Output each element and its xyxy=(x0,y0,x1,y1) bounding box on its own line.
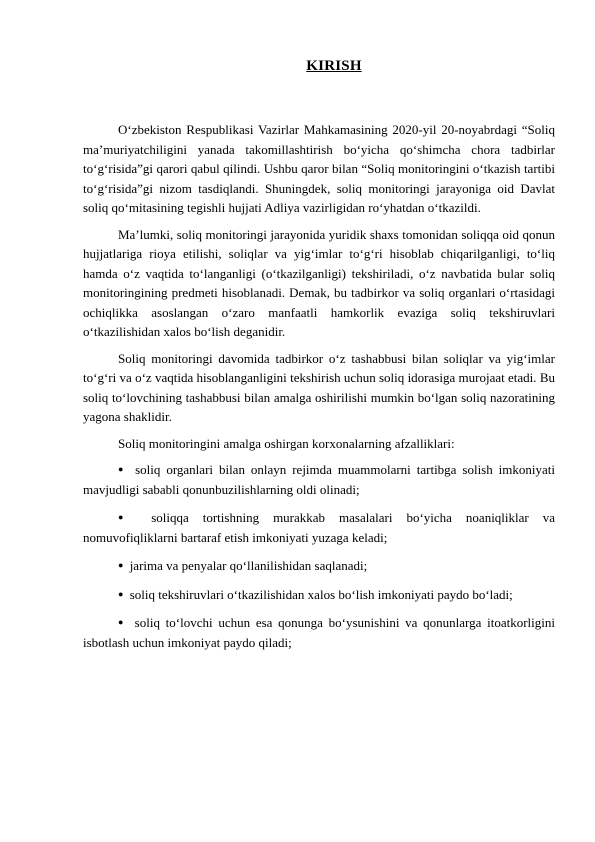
list-item xyxy=(83,585,555,605)
bullet-icon: ● xyxy=(118,464,127,474)
list-item xyxy=(83,508,555,547)
list-item-text: soliq organlari bilan onlayn rejimda muammolarni tartibga solish imkoniyati mavjudligi sababli qonunbuzilishlarning oldi olinadi; xyxy=(83,462,556,497)
paragraph: O‘zbekiston Respublikasi Vazirlar Mahkamasining 2020-yil 20-noyabrdagi “Soliq ma’muriyatchiligini yanada takomillashtirish bo‘yicha qo‘shimcha chora tadbirlar to‘g‘risida”gi qarori qabul qilindi. Ushbu qaror bilan “Soliq monitoringini o‘tkazish tartibi to‘g‘risida”gi nizom tasdiqlandi. Shuningdek, soliq monitoringi jarayoniga oid Davlat soliq qo‘mitasining tegishli hujjati Adliya vazirligidan ro‘yhatdan o‘tkazildi. xyxy=(83,122,555,215)
list-item xyxy=(83,460,555,499)
bullet-icon: ● xyxy=(118,560,124,570)
list-item-text: soliq tekshiruvlari o‘tkazilishidan xalos bo‘lish imkoniyati paydo bo‘ladi; xyxy=(129,586,513,602)
list-item-text: soliqqa tortishning murakkab masalalari bo‘yicha noaniqliklar va nomuvofiqliklarni bartaraf etish imkoniyati yuzaga keladi; xyxy=(83,510,556,545)
page-title: KIRISH xyxy=(306,58,362,74)
list-item-text: soliq to‘lovchi uchun esa qonunga bo‘ysunishini va qonunlarga itoatkorligini isbotlash uchun imkoniyat paydo qiladi; xyxy=(83,615,556,650)
bullet-icon: ● xyxy=(118,588,124,599)
document-body xyxy=(83,120,555,661)
bullet-icon: ● xyxy=(118,617,126,627)
list-item xyxy=(83,613,555,652)
list-item xyxy=(83,556,555,576)
bullet-icon: ● xyxy=(118,512,135,522)
paragraph: Ma’lumki, soliq monitoringi jarayonida yuridik shaxs tomonidan soliqqa oid qonun hujjatlariga rioya etilishi, soliqlar va yig‘imlar to‘g‘ri hisoblab chiqarilganligi, to‘liq hamda o‘z vaqtida to‘langanligi (o‘tkazilganligi) tekshiriladi, o‘z navbatida bular soliq monitoringining predmeti hisoblanadi. Demak, bu tadbirkor va soliq organlari o‘rtasidagi ochiqlikka asoslangan o‘zaro manfaatli hamkorlik evaziga soliq tekshiruvlari o‘tkazilishidan xalos bo‘lish deganidir. xyxy=(83,226,555,339)
paragraph: Soliq monitoringi davomida tadbirkor o‘z tashabbusi bilan soliqlar va yig‘imlar to‘g‘ri va o‘z vaqtida hisoblanganligini tekshirish uchun soliq idorasiga murojaat etadi. Bu soliq to‘lovchining tashabbusi bilan amalga oshirilishi mumkin bo‘lgan soliq nazoratining yagona shaklidir. xyxy=(83,350,555,424)
paragraph: Soliq monitoringini amalga oshirgan korxonalarning afzalliklari: xyxy=(118,435,455,451)
list-item-text: jarima va penyalar qo‘llanilishidan saqlanadi; xyxy=(129,558,368,573)
